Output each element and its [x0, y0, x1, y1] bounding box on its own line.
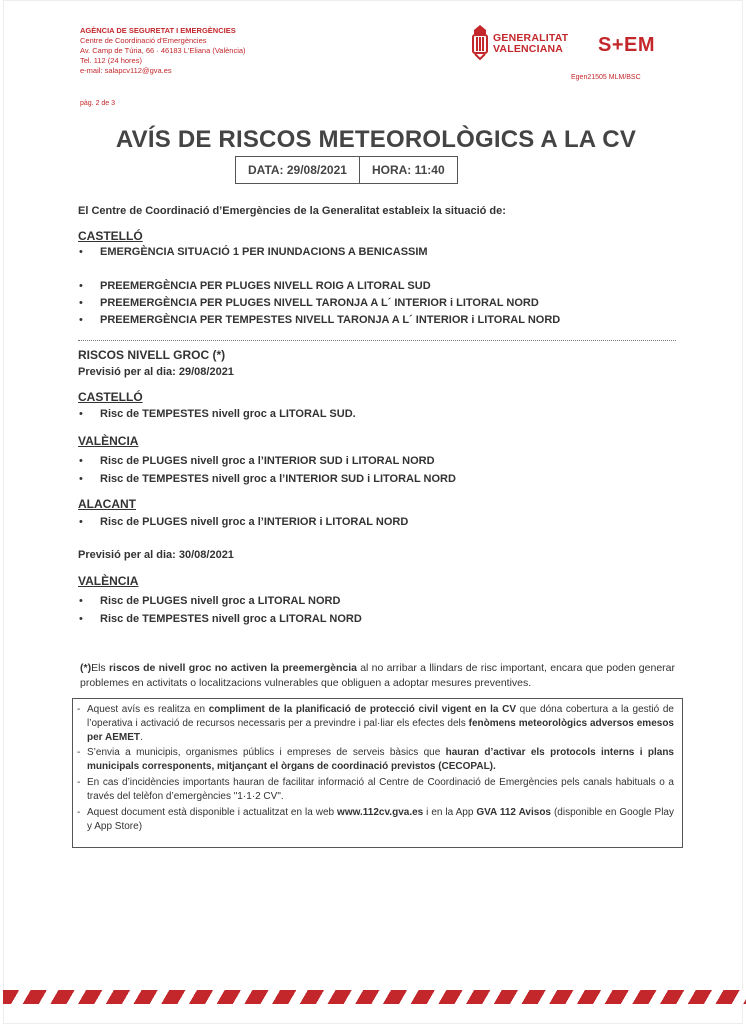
section-heading-valencia: VALÈNCIA — [78, 434, 139, 448]
info-item: - S’envia a municipis, organismes públics i empreses de serveis bàsics que hauran d’activar els protocols interns i plans municipals corresponents, mitjançant el òrgans de coordinació previstos (CECOPAL). — [87, 746, 674, 774]
document-reference: Egen21505 MLM/BSC — [571, 74, 641, 81]
email: e-mail: salapcv112@gva.es — [80, 66, 172, 75]
generalitat-logo-text: GENERALITAT VALENCIANA — [493, 32, 569, 55]
address: Av. Camp de Túria, 66 · 46183 L'Eliana (València) — [80, 46, 246, 55]
footer-stripe-band — [3, 990, 746, 1004]
list-item: • Risc de PLUGES nivell groc a l’INTERIOR SUD i LITORAL NORD — [100, 455, 435, 467]
section-heading-valencia: VALÈNCIA — [78, 574, 139, 588]
time-label: HORA: 11:40 — [359, 157, 457, 183]
header-contact — [80, 26, 246, 76]
generalitat-logo — [471, 24, 581, 64]
page-title: AVÍS DE RISCOS METEOROLÒGICS A LA CV — [115, 126, 637, 153]
list-item: • PREEMERGÈNCIA PER PLUGES NIVELL ROIG A LITORAL SUD — [100, 280, 431, 292]
forecast-date-1: Previsió per al dia: 29/08/2021 — [78, 366, 234, 378]
forecast-date-2: Previsió per al dia: 30/08/2021 — [78, 549, 234, 561]
list-item: • PREEMERGÈNCIA PER PLUGES NIVELL TARONJA A L´ INTERIOR i LITORAL NORD — [100, 297, 539, 309]
info-item: - Aquest avís es realitza en compliment de la planificació de protecció civil vigent en la CV que dóna cobertura a la gestió de l’operativa i activació de recursos necessaris per a previndre i pal·liar els efectes dels fenòmens meteorològics adversos emesos per AEMET. — [87, 703, 674, 745]
section-heading-castello: CASTELLÓ — [78, 390, 143, 404]
list-item: • Risc de PLUGES nivell groc a l’INTERIOR i LITORAL NORD — [100, 516, 408, 528]
coat-of-arms-icon — [471, 24, 489, 60]
date-label: DATA: 29/08/2021 — [248, 163, 347, 177]
info-box — [72, 698, 683, 848]
date-time-box — [235, 156, 458, 184]
website-link[interactable]: www.112cv.gva.es — [337, 807, 424, 818]
list-item: • Risc de TEMPESTES nivell groc a LITORAL NORD — [100, 613, 362, 625]
phone: Tel. 112 (24 hores) — [80, 56, 142, 65]
dotted-divider — [78, 340, 676, 341]
info-item: - En cas d’incidències importants hauran de facilitar informació al Centre de Coordinació de Emergències pels canals habituals o a través del telèfon d’emergències "1·1·2 CV". — [87, 776, 674, 804]
list-item: • Risc de TEMPESTES nivell groc a l’INTERIOR SUD i LITORAL NORD — [100, 473, 456, 485]
info-item: - Aquest document està disponible i actualitzat en la web www.112cv.gva.es i en la App GVA 112 Avisos (disponible en Google Play y App Store) — [87, 806, 674, 834]
yellow-risk-heading: RISCOS NIVELL GROC (*) — [78, 348, 226, 362]
intro-text: El Centre de Coordinació d’Emergències de la Generalitat estableix la situació de: — [78, 205, 506, 217]
list-item: • Risc de PLUGES nivell groc a LITORAL NORD — [100, 595, 340, 607]
page-number: pàg. 2 de 3 — [80, 100, 116, 107]
sem-logo: S+EM — [598, 34, 656, 56]
document-page — [3, 0, 743, 1024]
center-name: Centre de Coordinació d'Emergències — [80, 36, 207, 45]
list-item: • EMERGÈNCIA SITUACIÓ 1 PER INUNDACIONS A BENICASSIM — [100, 246, 428, 258]
list-item: • Risc de TEMPESTES nivell groc a LITORAL SUD. — [100, 408, 356, 420]
section-heading-castello: CASTELLÓ — [78, 229, 143, 243]
agency-name: AGÈNCIA DE SEGURETAT I EMERGÈNCIES — [80, 26, 236, 35]
list-item: • PREEMERGÈNCIA PER TEMPESTES NIVELL TARONJA A L´ INTERIOR i LITORAL NORD — [100, 314, 560, 326]
footnote: (*)Els riscos de nivell groc no activen la preemergència al no arribar a llindars de risc important, encara que poden generar problemes en activitats o localitzacions vulnerables que obliguen a adoptar mesures preventives. — [80, 662, 675, 689]
section-heading-alacant: ALACANT — [78, 497, 136, 511]
